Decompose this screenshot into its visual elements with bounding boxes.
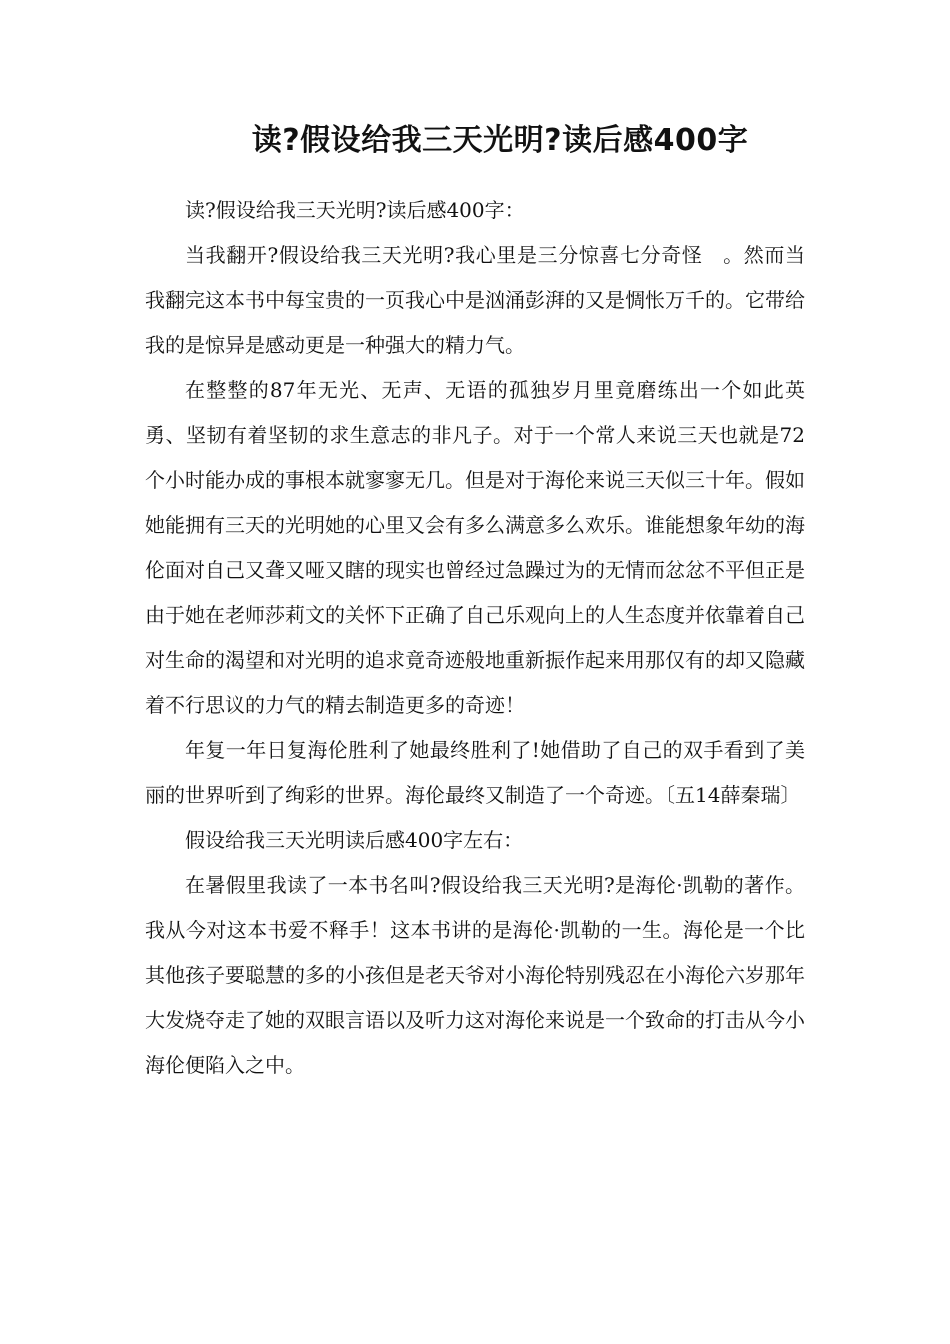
paragraph-3: 年复一年日复海伦胜利了她最终胜利了!她借助了自己的双手看到了美丽的世界听到了绚彩的世界。海伦最终又制造了一个奇迹。〔五14薛秦瑞〕 [145, 738, 805, 807]
paragraph-1: 当我翻开?假设给我三天光明?我心里是三分惊喜七分奇怪 。然而当我翻完这本书中每宝贵的一页我心中是汹涌彭湃的又是惆怅万千的。它带给我的是惊异是感动更是一种强大的精力气。 [145, 243, 805, 357]
paragraph-intro: 读?假设给我三天光明?读后感400字： [185, 198, 525, 222]
paragraph-2: 在整整的87年无光、无声、无语的孤独岁月里竟磨练出一个如此英勇、坚韧有着坚韧的求生意志的非凡子。对于一个常人来说三天也就是72个小时能办成的事根本就寥寥无几。但是对于海伦来说三天似三十年。假如她能拥有三天的光明她的心里又会有多么满意多么欢乐。谁能想象年幼的海伦面对自己又聋又哑又瞎的现实也曾经过急躁过为的无情而忿忿不平但正是由于她在老师莎莉文的关怀下正确了自己乐观向上的人生态度并依靠着自己对生命的渴望和对光明的追求竟奇迹般地重新振作起来用那仅有的却又隐藏着不行思议的力气的精去制造更多的奇迹！ [145, 378, 805, 717]
paragraph-heading-2: 假设给我三天光明读后感400字左右： [185, 828, 524, 852]
paragraph-4: 在暑假里我读了一本书名叫?假设给我三天光明?是海伦·凯勒的著作。我从今对这本书爱不释手！这本书讲的是海伦·凯勒的一生。海伦是一个比其他孩子要聪慧的多的小孩但是老天爷对小海伦特别残忍在小海伦六岁那年大发烧夺走了她的双眼言语以及听力这对海伦来说是一个致命的打击从今小海伦便陷入之中。 [145, 873, 805, 1077]
document-title: 读?假设给我三天光明?读后感400字 [251, 123, 749, 158]
document-body [145, 188, 805, 1088]
